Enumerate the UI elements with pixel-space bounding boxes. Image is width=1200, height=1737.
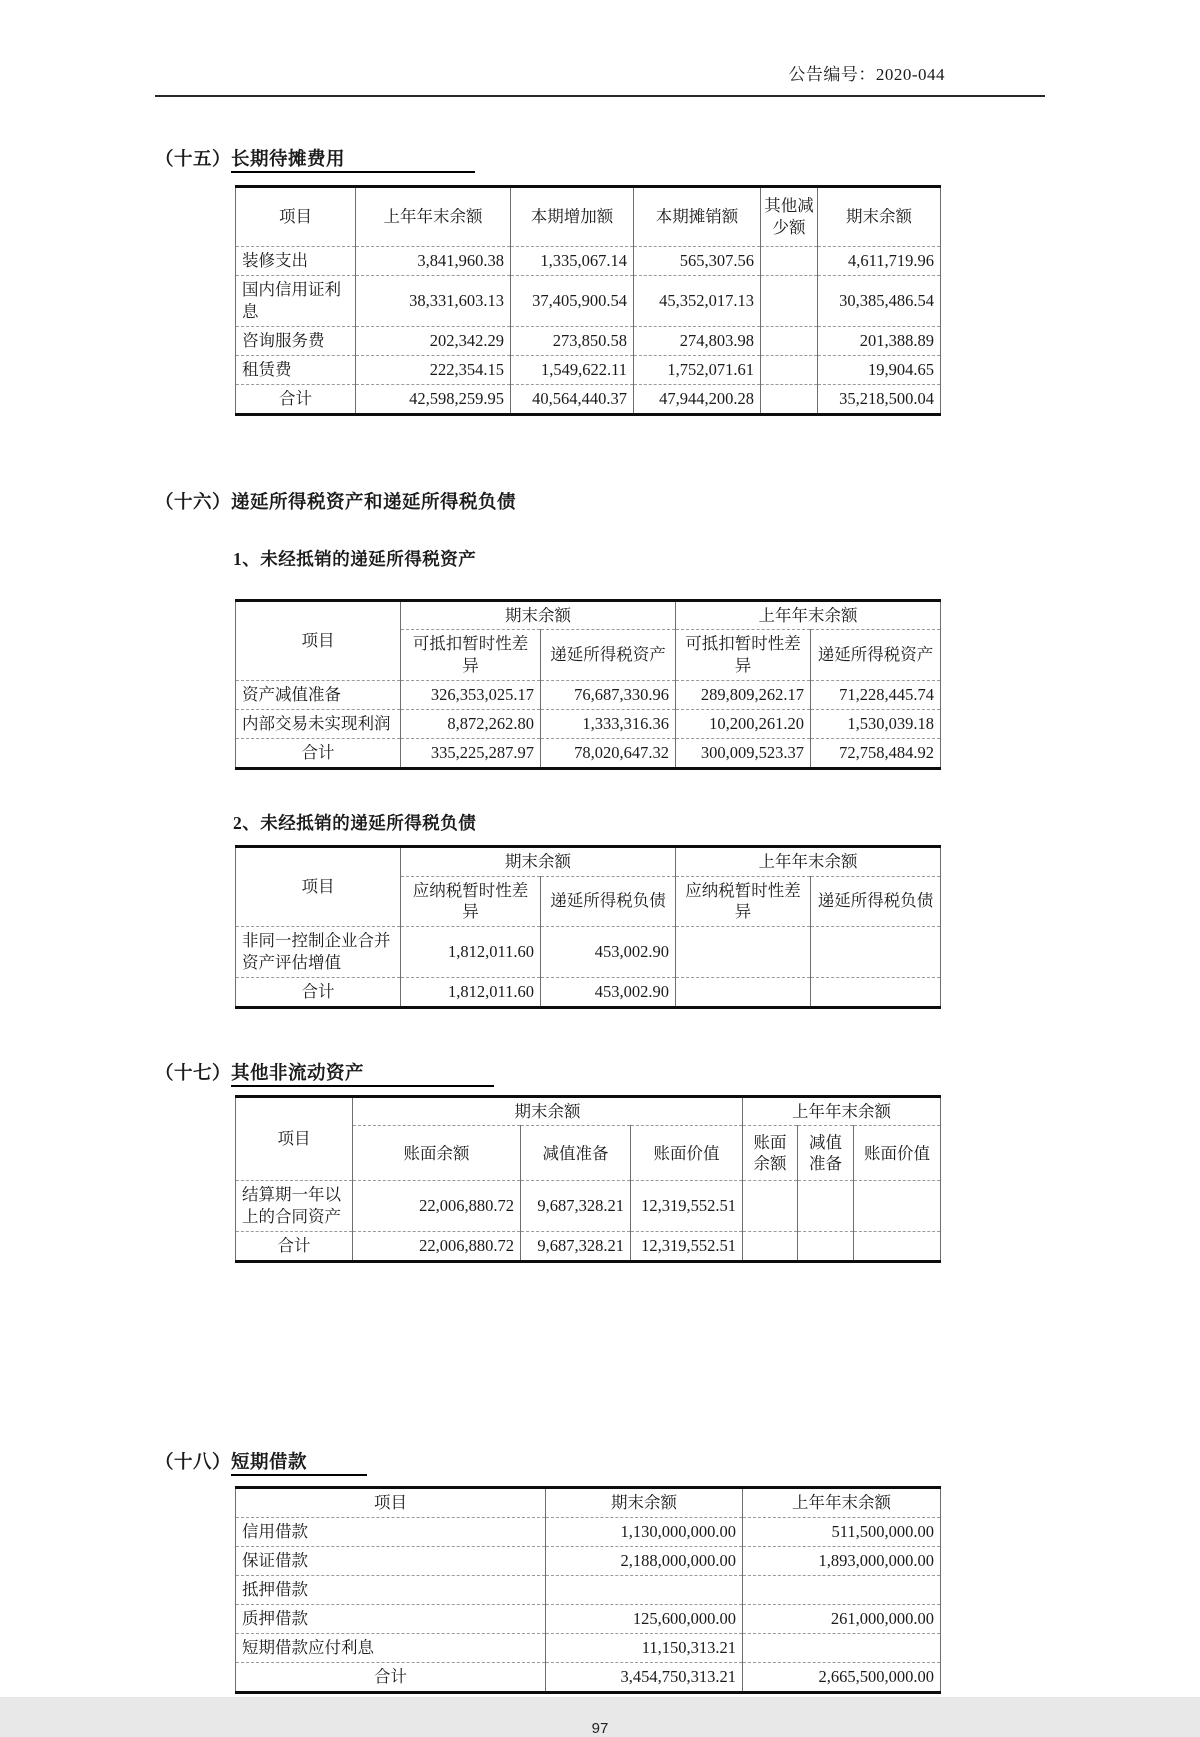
cell (546, 1575, 743, 1604)
table-row (236, 1546, 941, 1575)
cell: 565,307.56 (634, 247, 761, 276)
cell: 76,687,330.96 (541, 680, 676, 709)
cell: 125,600,000.00 (546, 1604, 743, 1633)
cell: 10,200,261.20 (676, 709, 811, 738)
section-18-title (155, 1448, 1045, 1474)
column-group-header: 上年年末余额 (743, 1096, 941, 1126)
other-non-current-assets-table (235, 1095, 941, 1263)
cell (798, 1181, 854, 1232)
column-header: 账面价值 (854, 1126, 941, 1181)
column-group-header: 上年年末余额 (676, 600, 941, 630)
table-row (236, 709, 941, 738)
column-header: 应纳税暂时性差异 (676, 876, 811, 927)
cell: 38,331,603.13 (356, 276, 511, 327)
row-label: 抵押借款 (236, 1575, 546, 1604)
table-row (236, 1633, 941, 1662)
cell: 2,188,000,000.00 (546, 1546, 743, 1575)
cell: 273,850.58 (511, 326, 634, 355)
cell: 335,225,287.97 (401, 738, 541, 768)
cell: 8,872,262.80 (401, 709, 541, 738)
cell: 30,385,486.54 (818, 276, 941, 327)
cell (811, 927, 941, 978)
cell: 222,354.15 (356, 355, 511, 384)
column-header: 账面余额 (743, 1126, 798, 1181)
table-row (236, 680, 941, 709)
column-header: 项目 (236, 187, 356, 247)
cell (854, 1231, 941, 1261)
section-16-number: （十六） (155, 492, 232, 513)
cell: 300,009,523.37 (676, 738, 811, 768)
cell: 453,002.90 (541, 927, 676, 978)
table-header-row (236, 1487, 941, 1517)
column-group-header: 期末余额 (401, 600, 676, 630)
column-header: 减值准备 (798, 1126, 854, 1181)
cell (743, 1633, 941, 1662)
short-term-borrowings-table (235, 1486, 941, 1694)
column-header: 本期增加额 (511, 187, 634, 247)
table-total-row (236, 977, 941, 1007)
cell: 12,319,552.51 (631, 1181, 743, 1232)
page-header (155, 0, 1045, 85)
deferred-tax-liabilities-table (235, 845, 941, 1009)
section-18-title-text: 短期借款 (231, 1453, 367, 1476)
section-short-term-borrowings (155, 1448, 1045, 1694)
cell: 1,333,316.36 (541, 709, 676, 738)
cell (676, 927, 811, 978)
total-label: 合计 (236, 738, 401, 768)
cell: 12,319,552.51 (631, 1231, 743, 1261)
cell: 1,812,011.60 (401, 977, 541, 1007)
section-deferred-tax (155, 488, 1045, 1009)
cell (761, 326, 818, 355)
cell: 511,500,000.00 (743, 1517, 941, 1546)
section-18-number: （十八） (155, 1452, 232, 1473)
cell: 42,598,259.95 (356, 384, 511, 414)
cell: 201,388.89 (818, 326, 941, 355)
row-label: 保证借款 (236, 1546, 546, 1575)
table-row (236, 247, 941, 276)
table-row (236, 326, 941, 355)
cell (854, 1181, 941, 1232)
row-label: 非同一控制企业合并资产评估增值 (236, 927, 401, 978)
table-row (236, 927, 941, 978)
column-header: 项目 (236, 1487, 546, 1517)
page-number: 97 (591, 1719, 609, 1737)
total-label: 合计 (236, 1662, 546, 1692)
cell: 40,564,440.37 (511, 384, 634, 414)
column-header: 期末余额 (546, 1487, 743, 1517)
row-label: 结算期一年以上的合同资产 (236, 1181, 353, 1232)
cell: 1,335,067.14 (511, 247, 634, 276)
section-15-title-text: 长期待摊费用 (231, 150, 475, 173)
column-header: 可抵扣暂时性差异 (401, 630, 541, 681)
column-header: 上年年末余额 (356, 187, 511, 247)
cell (761, 276, 818, 327)
section-17-title (155, 1059, 1045, 1085)
cell: 289,809,262.17 (676, 680, 811, 709)
cell: 47,944,200.28 (634, 384, 761, 414)
cell: 3,454,750,313.21 (546, 1662, 743, 1692)
row-label: 租赁费 (236, 355, 356, 384)
row-label: 资产减值准备 (236, 680, 401, 709)
cell: 45,352,017.13 (634, 276, 761, 327)
cell: 11,150,313.21 (546, 1633, 743, 1662)
column-group-header: 上年年末余额 (676, 846, 941, 876)
section-15-number: （十五） (155, 150, 232, 170)
section-17-title-text: 其他非流动资产 (231, 1064, 494, 1087)
cell: 78,020,647.32 (541, 738, 676, 768)
cell (811, 977, 941, 1007)
cell: 202,342.29 (356, 326, 511, 355)
section-15-title (155, 145, 1045, 171)
column-header: 项目 (236, 600, 401, 680)
cell: 1,530,039.18 (811, 709, 941, 738)
cell (743, 1231, 798, 1261)
row-label: 装修支出 (236, 247, 356, 276)
table-total-row (236, 738, 941, 768)
column-header: 可抵扣暂时性差异 (676, 630, 811, 681)
deferred-tax-assets-table (235, 599, 941, 770)
table-header-row (236, 1096, 941, 1126)
cell: 1,549,622.11 (511, 355, 634, 384)
row-label: 内部交易未实现利润 (236, 709, 401, 738)
table-row (236, 1181, 941, 1232)
header-divider (155, 95, 1045, 97)
cell: 72,758,484.92 (811, 738, 941, 768)
cell (676, 977, 811, 1007)
column-header: 减值准备 (521, 1126, 631, 1181)
cell: 1,893,000,000.00 (743, 1546, 941, 1575)
cell: 35,218,500.04 (818, 384, 941, 414)
cell (761, 384, 818, 414)
row-label: 短期借款应付利息 (236, 1633, 546, 1662)
cell: 2,665,500,000.00 (743, 1662, 941, 1692)
row-label: 信用借款 (236, 1517, 546, 1546)
cell: 4,611,719.96 (818, 247, 941, 276)
column-header: 其他减少额 (761, 187, 818, 247)
total-label: 合计 (236, 977, 401, 1007)
table-total-row (236, 384, 941, 414)
cell: 1,752,071.61 (634, 355, 761, 384)
column-header: 账面余额 (353, 1126, 521, 1181)
column-header: 项目 (236, 1096, 353, 1181)
cell: 1,130,000,000.00 (546, 1517, 743, 1546)
row-label: 国内信用证利息 (236, 276, 356, 327)
row-label: 咨询服务费 (236, 326, 356, 355)
total-label: 合计 (236, 384, 356, 414)
cell (761, 247, 818, 276)
cell: 22,006,880.72 (353, 1181, 521, 1232)
table-total-row (236, 1231, 941, 1261)
cell: 19,904.65 (818, 355, 941, 384)
cell: 22,006,880.72 (353, 1231, 521, 1261)
cell (798, 1231, 854, 1261)
table-row (236, 1575, 941, 1604)
section-16-title (155, 488, 1045, 514)
cell: 3,841,960.38 (356, 247, 511, 276)
table-header-row (236, 187, 941, 247)
column-header: 递延所得税资产 (541, 630, 676, 681)
section-16-title-text: 递延所得税资产和递延所得税负债 (231, 492, 517, 513)
column-group-header: 期末余额 (401, 846, 676, 876)
table-total-row (236, 1662, 941, 1692)
column-header: 递延所得税负债 (541, 876, 676, 927)
table-row (236, 355, 941, 384)
column-header: 递延所得税负债 (811, 876, 941, 927)
column-header: 应纳税暂时性差异 (401, 876, 541, 927)
column-header: 项目 (236, 846, 401, 926)
section-17-number: （十七） (155, 1063, 232, 1084)
total-label: 合计 (236, 1231, 353, 1261)
cell: 1,812,011.60 (401, 927, 541, 978)
cell: 261,000,000.00 (743, 1604, 941, 1633)
cell: 9,687,328.21 (521, 1181, 631, 1232)
column-header: 上年年末余额 (743, 1487, 941, 1517)
cell: 9,687,328.21 (521, 1231, 631, 1261)
cell: 71,228,445.74 (811, 680, 941, 709)
cell: 37,405,900.54 (511, 276, 634, 327)
cell (743, 1181, 798, 1232)
cell (743, 1575, 941, 1604)
column-header: 期末余额 (818, 187, 941, 247)
section-other-non-current-assets (155, 1059, 1045, 1263)
announcement-number: 公告编号：2020-044 (788, 65, 945, 84)
table-row (236, 1517, 941, 1546)
subsection-1-title: 1、未经抵销的递延所得税资产 (233, 548, 477, 569)
table-header-row (236, 846, 941, 876)
long-term-deferred-expenses-table (235, 185, 941, 416)
cell: 326,353,025.17 (401, 680, 541, 709)
column-header: 递延所得税资产 (811, 630, 941, 681)
column-header: 账面价值 (631, 1126, 743, 1181)
subsection-2-title: 2、未经抵销的递延所得税负债 (233, 812, 477, 833)
table-row (236, 276, 941, 327)
column-group-header: 期末余额 (353, 1096, 743, 1126)
cell: 274,803.98 (634, 326, 761, 355)
cell: 453,002.90 (541, 977, 676, 1007)
table-header-row (236, 600, 941, 630)
section-long-term-deferred-expenses (155, 145, 1045, 416)
column-header: 本期摊销额 (634, 187, 761, 247)
row-label: 质押借款 (236, 1604, 546, 1633)
cell (761, 355, 818, 384)
table-row (236, 1604, 941, 1633)
